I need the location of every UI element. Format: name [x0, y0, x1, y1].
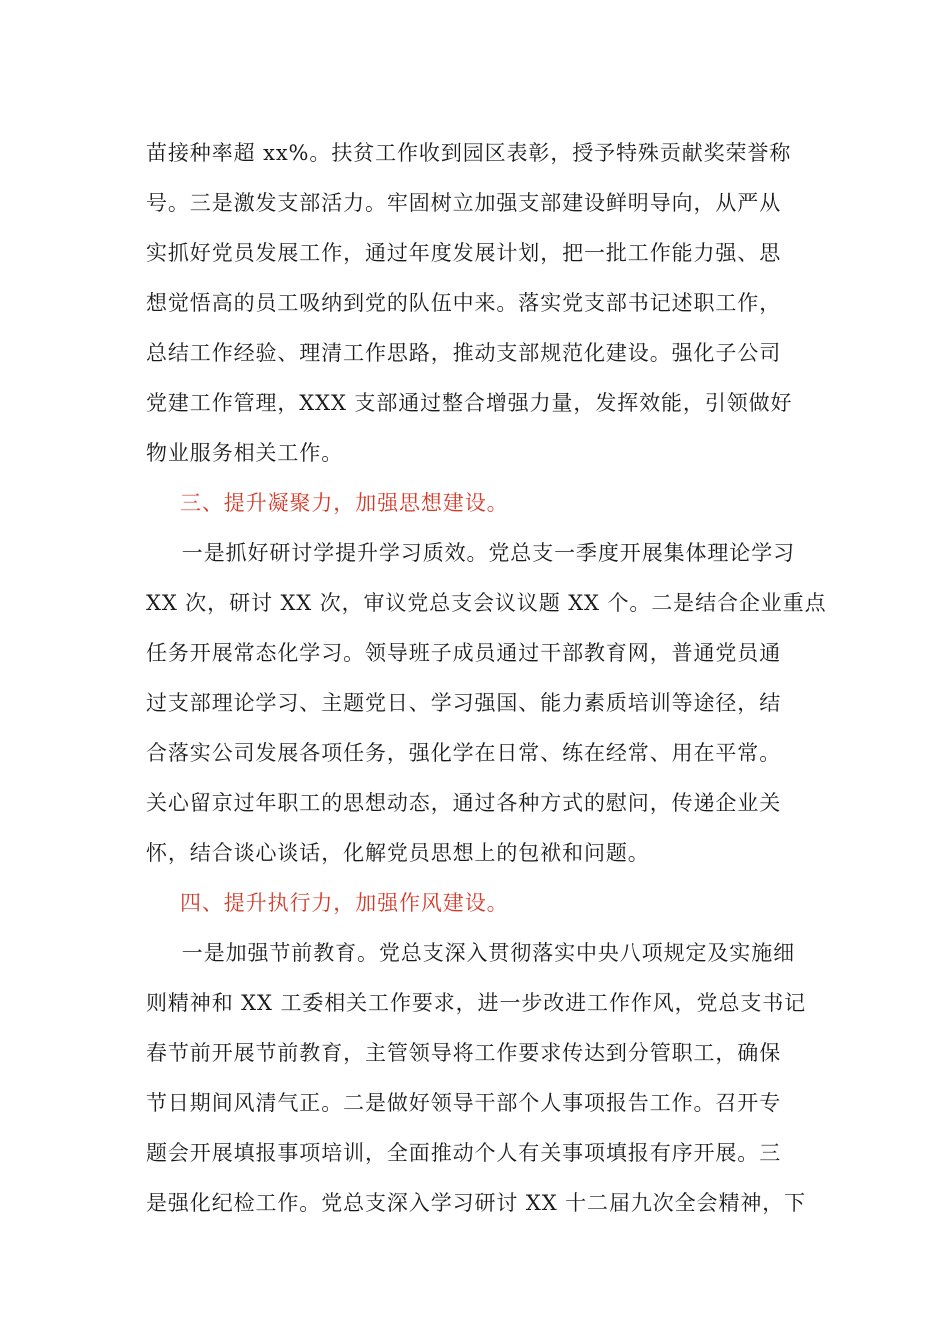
text-line: 节日期间风清气正。二是做好领导干部个人事项报告工作。召开专 — [146, 1091, 782, 1115]
text-line: 苗接种率超 xx%。扶贫工作收到园区表彰，授予特殊贡献奖荣誉称 — [146, 141, 792, 165]
text-line: 过支部理论学习、主题党日、学习强国、能力素质培训等途径，结 — [146, 691, 782, 715]
paragraph-achievements — [146, 128, 802, 478]
text-line: 一是加强节前教育。党总支深入贯彻落实中央八项规定及实施细 — [138, 941, 795, 965]
text-line: 则精神和 XX 工委相关工作要求，进一步改进工作作风，党总支书记 — [146, 991, 807, 1015]
section-heading-4 — [146, 878, 802, 928]
text-line: 是强化纪检工作。党总支深入学习研讨 XX 十二届九次全会精神，下 — [146, 1191, 807, 1215]
text-line: 任务开展常态化学习。领导班子成员通过干部教育网，普通党员通 — [146, 641, 782, 665]
heading-ideological-building: 三、提升凝聚力，加强思想建设。 — [180, 491, 509, 515]
text-line: 春节前开展节前教育，主管领导将工作要求传达到分管职工，确保 — [146, 1041, 782, 1065]
text-line: 总结工作经验、理清工作思路，推动支部规范化建设。强化子公司 — [146, 341, 782, 365]
text-line: 题会开展填报事项培训，全面推动个人有关事项填报有序开展。三 — [146, 1141, 782, 1165]
text-line: 关心留京过年职工的思想动态，通过各种方式的慰问，传递企业关 — [146, 791, 782, 815]
text-line: 物业服务相关工作。 — [146, 441, 344, 465]
text-line: 党建工作管理，XXX 支部通过整合增强力量，发挥效能，引领做好 — [146, 391, 793, 415]
heading-work-style-building: 四、提升执行力，加强作风建设。 — [180, 891, 509, 915]
text-line: 号。三是激发支部活力。牢固树立加强支部建设鲜明导向，从严从 — [146, 191, 782, 215]
text-line: 一是抓好研讨学提升学习质效。党总支一季度开展集体理论学习 — [138, 541, 795, 565]
text-line: 实抓好党员发展工作，通过年度发展计划，把一批工作能力强、思 — [146, 241, 782, 265]
text-line: 合落实公司发展各项任务，强化学在日常、练在经常、用在平常。 — [146, 741, 782, 765]
paragraph-ideological-building — [138, 528, 827, 878]
text-line: XX 次，研讨 XX 次，审议党总支会议议题 XX 个。二是结合企业重点 — [146, 591, 827, 615]
paragraph-work-style-building — [138, 928, 807, 1228]
text-line: 怀，结合谈心谈话，化解党员思想上的包袱和问题。 — [146, 841, 650, 865]
text-line: 想觉悟高的员工吸纳到党的队伍中来。落实党支部书记述职工作， — [146, 291, 782, 315]
section-heading-3 — [146, 478, 802, 528]
